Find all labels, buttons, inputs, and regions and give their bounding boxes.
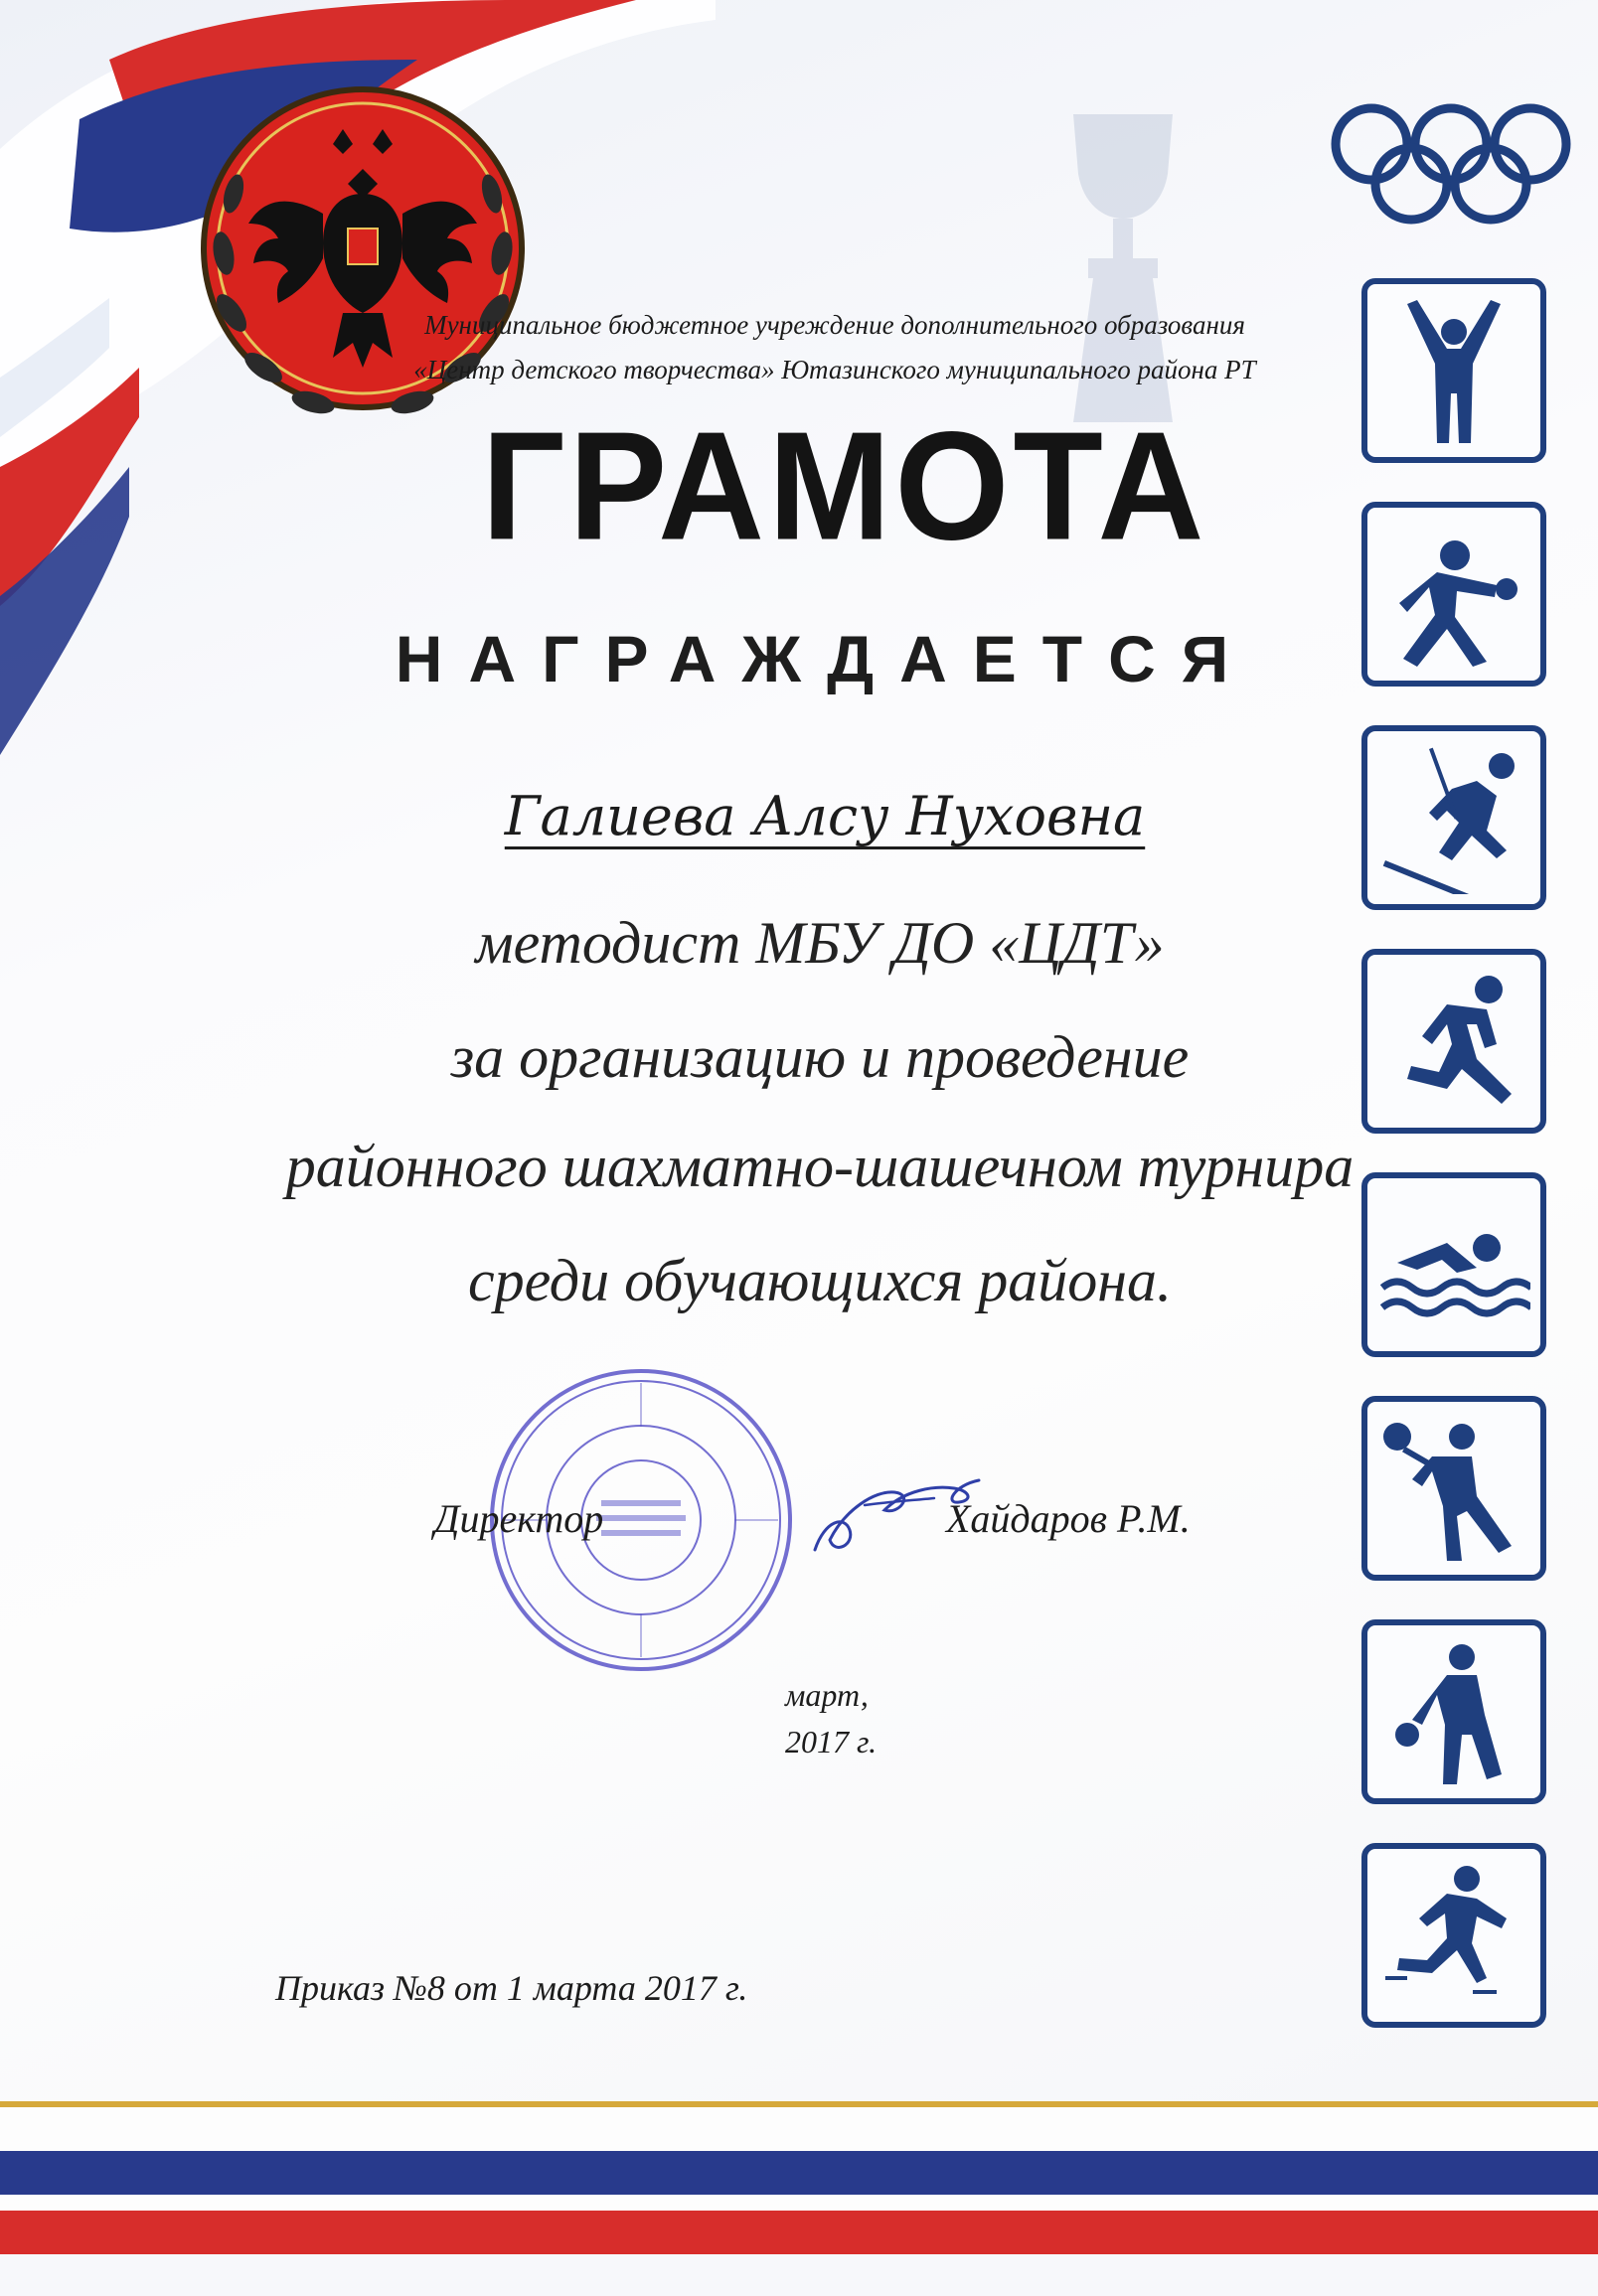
award-reason-line-3: среди обучающихся района. [468, 1248, 1172, 1313]
tennis-icon [1377, 1412, 1530, 1565]
sport-tile-basketball [1361, 1619, 1546, 1804]
date-year: 2017 г. [785, 1724, 878, 1760]
victory-icon [1377, 294, 1530, 447]
white-band-3 [0, 2254, 1598, 2296]
awarded-heading: НАГРАЖДАЕТСЯ [395, 622, 1255, 695]
sport-tile-running [1361, 949, 1546, 1134]
sport-tile-swimming [1361, 1172, 1546, 1357]
skating-icon [1377, 1859, 1530, 2012]
swimming-icon [1377, 1188, 1530, 1341]
red-band [0, 2211, 1598, 2254]
double-headed-eagle-emblem [194, 75, 552, 442]
tricolor-bottom-bands [0, 2101, 1598, 2296]
white-band-2 [0, 2195, 1598, 2211]
sport-tile-victory [1361, 278, 1546, 463]
director-name: Хайдаров Р.М. [946, 1496, 1191, 1541]
sport-tile-skiing [1361, 725, 1546, 910]
director-role: Директор [434, 1496, 604, 1541]
organization-line-1: Муниципальное бюджетное учреждение дополнительного образования [424, 310, 1245, 340]
recipient-position: методист МБУ ДО «ЦДТ» [475, 910, 1165, 976]
award-reason-line-2: районного шахматно-шашечном турнира [285, 1134, 1355, 1199]
organization-line-2: «Центр детского творчества» Ютазинского муниципального района РТ [413, 355, 1256, 384]
running-icon [1377, 965, 1530, 1118]
order-reference: Приказ №8 от 1 марта 2017 г. [275, 1968, 748, 2008]
date-month: март, [785, 1677, 869, 1713]
skiing-icon [1377, 741, 1530, 894]
white-band [0, 2107, 1598, 2151]
boxing-icon [1377, 518, 1530, 671]
certificate-title: ГРАМОТА [481, 399, 1208, 573]
sport-tile-boxing [1361, 502, 1546, 687]
blue-band [0, 2151, 1598, 2195]
sport-tile-tennis [1361, 1396, 1546, 1581]
recipient-name [467, 785, 1183, 847]
award-reason-line-1: за организацию и проведение [450, 1024, 1190, 1090]
sport-tile-skating [1361, 1843, 1546, 2028]
recipient-name-text: Галиева Алсу Нуховна [504, 785, 1146, 847]
olympic-rings-icon [1327, 99, 1575, 229]
basketball-icon [1377, 1635, 1530, 1788]
